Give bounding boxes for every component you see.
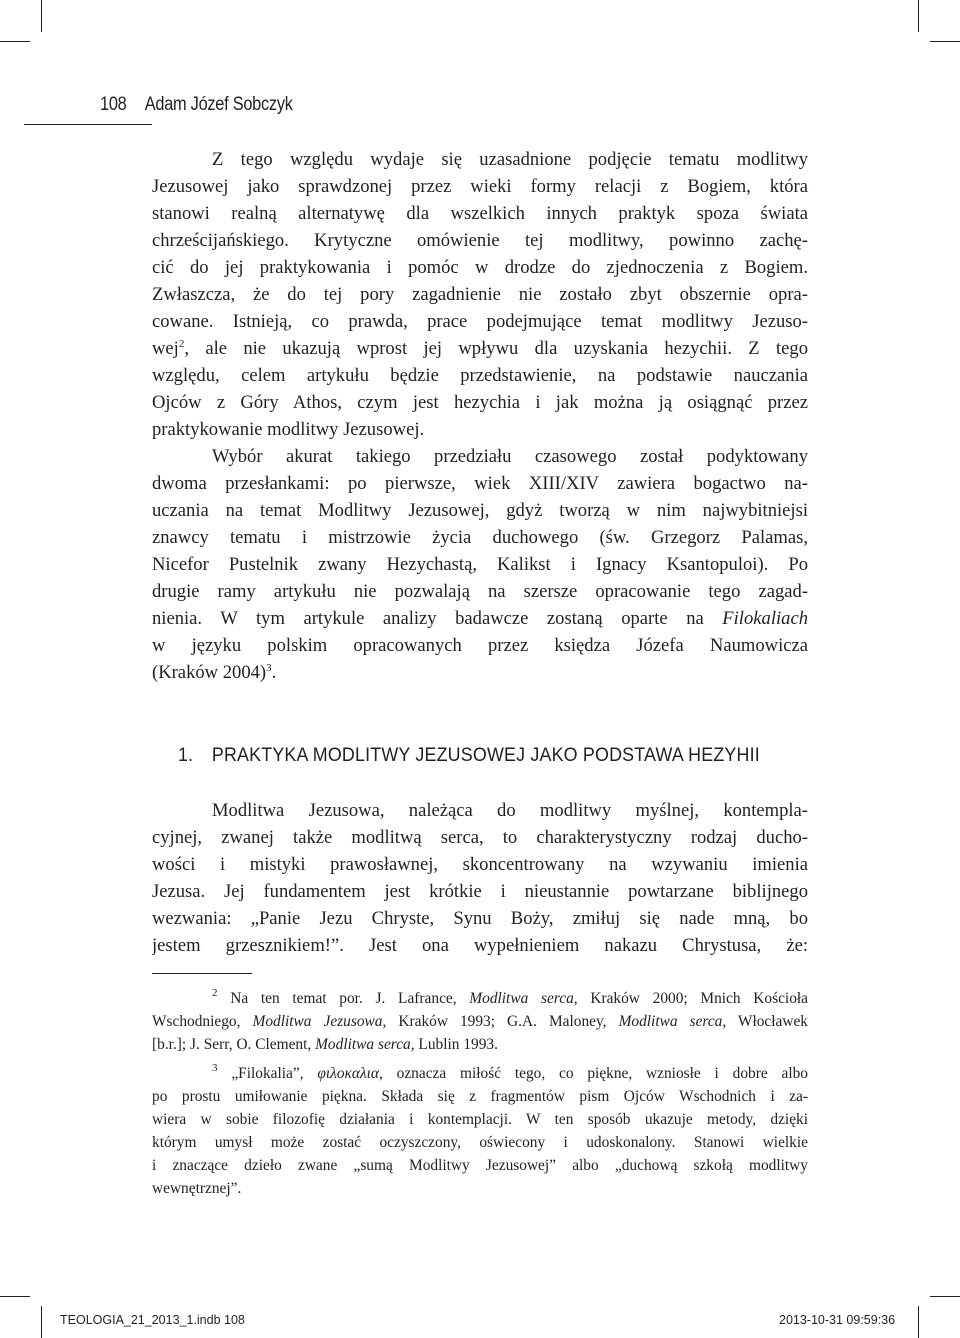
crop-mark [918,0,919,32]
crop-mark [0,1296,30,1297]
text-line: drugie ramy artykułu nie pozwalają na szersze opracowanie tego zagad- [152,581,808,602]
text-line: cić do jej praktykowania i pomóc w drodze do zjednoczenia z Bogiem. [152,257,808,278]
crop-mark [930,41,960,42]
section-title: PRAKTYKA MODLITWY JEZUSOWEJ JAKO PODSTAWA HEZYHII [211,745,760,766]
text-line: Jezusa. Jej fundamentem jest krótkie i nieustannie powtarzane biblijnego [152,881,808,902]
footnote-line: [b.r.]; J. Serr, O. Clement, Modlitwa serca, Lublin 1993. [152,1036,498,1053]
text-line: Wybór akurat takiego przedziału czasowego został podyktowany [212,446,808,467]
text-line: Jezusowej jako sprawdzonej przez wieki formy relacji z Bogiem, która [152,176,808,197]
footnote-line: wewnętrznej”. [152,1180,242,1197]
text-line: wej$^2$, ale nie ukazują wprost jej wpływu dla uzyskania hezychii. Z tego [152,338,808,359]
text-line: Ojców z Góry Athos, czym jest hezychia i jak można ją osiągnąć przez [152,392,808,413]
crop-mark [918,1306,919,1338]
text-line: uczania na temat Modlitwy Jezusowej, gdyż tworzą w nim najwybitniejsi [152,500,808,521]
footnotes [152,987,808,1200]
header-rule [24,124,152,125]
footnote-number: 2 [212,987,218,999]
paragraph-1 [152,146,808,443]
text-line: chrześcijańskiego. Krytyczne omówienie tej modlitwy, powinno zachę- [152,230,808,251]
text-line: praktykowanie modlitwy Jezusowej. [152,419,425,440]
text-line: Z tego względu wydaje się uzasadnione podjęcie tematu modlitwy [212,149,808,170]
paragraph-3 [152,797,808,959]
text-line: znawcy tematu i mistrzowie życia duchowego (św. Grzegorz Palamas, [152,527,808,548]
text-line: dwoma przesłankami: po pierwsze, wiek XIII/XIV zawiera bogactwo na- [152,473,808,494]
footnote-number: 3 [212,1062,218,1074]
italic-title: Filokaliach [722,608,808,629]
footnote-line: którym umysł może zostać oczyszczony, oświecony i udoskonalony. Stanowi wielkie [152,1134,808,1151]
running-head [100,94,293,116]
author-name: Adam Józef Sobczyk [144,94,293,115]
crop-mark [0,41,30,42]
text-line: wości i mistyki prawosławnej, skoncentrowany na wzywaniu imienia [152,854,808,875]
text-line: cyjnej, zwanej także modlitwą serca, to charakterystyczny rodzaj ducho- [152,827,808,848]
crop-mark [41,0,42,32]
footnote-ref-3[interactable]: 3 [266,662,272,674]
footnote-line: i znaczące dzieło zwane „sumą Modlitwy Jezusowej” albo „duchową szkołą modlitwy [152,1157,808,1174]
footnote-ref-2[interactable]: 2 [178,338,185,350]
text-line: wezwania: „Panie Jezu Chryste, Synu Boży, zmiłuj się nade mną, bo [152,908,808,929]
text-line: względu, celem artykułu będzie przedstawienie, na podstawie nauczania [152,365,808,386]
crop-mark [930,1296,960,1297]
text-line: Nicefor Pustelnik zwany Hezychastą, Kalikst i Ignacy Ksantopuloi). Po [152,554,808,575]
page-number: 108 [100,94,127,115]
crop-mark [41,1306,42,1338]
text-line: (Kraków 2004)$^3$. [152,662,277,683]
text-line: jestem grzesznikiem!”. Jest ona wypełnieniem nakazu Chrystusa, że: [152,935,808,956]
text-line: cowane. Istnieją, co prawda, prace podejmujące temat modlitwy Jezuso- [152,311,808,332]
footnote-3: $^3$ „Filokalia”, φιλοκαλια, oznacza miłość tego, co piękne, wzniosłe i dobre albo [212,1062,808,1082]
footnote-2: $^2$ Na ten temat por. J. Lafrance, Modlitwa serca, Kraków 2000; Mnich Kościoła [212,987,808,1007]
footnote-line: Wschodniego, Modlitwa Jezusowa, Kraków 1993; G.A. Maloney, Modlitwa serca, Włocławek [152,1013,808,1030]
footnote-line: wiera w sobie filozofię działania i kontemplacji. W ten sposób ukazuje metody, dzięki [152,1111,808,1128]
text-line: Modlitwa Jezusowa, należąca do modlitwy myślnej, kontempla- [212,800,808,821]
text-line: w języku polskim opracowanych przez księdza Józefa Naumowicza [152,635,808,656]
text-line: stanowi realną alternatywę dla wszelkich innych praktyk spoza świata [152,203,808,224]
slug-timestamp: 2013-10-31 09:59:36 [779,1313,896,1327]
text-line: Zwłaszcza, że do tej pory zagadnienie nie zostało zbyt obszernie opra- [152,284,808,305]
section-heading [178,745,760,767]
text-line: nienia. W tym artykule analizy badawcze zostaną oparte na Filokaliach [152,608,808,629]
footnote-line: po prostu umiłowanie piękna. Składa się z fragmentów pism Ojców Wschodnich i za- [152,1088,808,1105]
section-number: 1. [178,745,194,766]
slug-file: TEOLOGIA_21_2013_1.indb 108 [60,1313,245,1327]
footnote-rule [152,973,252,974]
paragraph-2 [152,443,808,686]
